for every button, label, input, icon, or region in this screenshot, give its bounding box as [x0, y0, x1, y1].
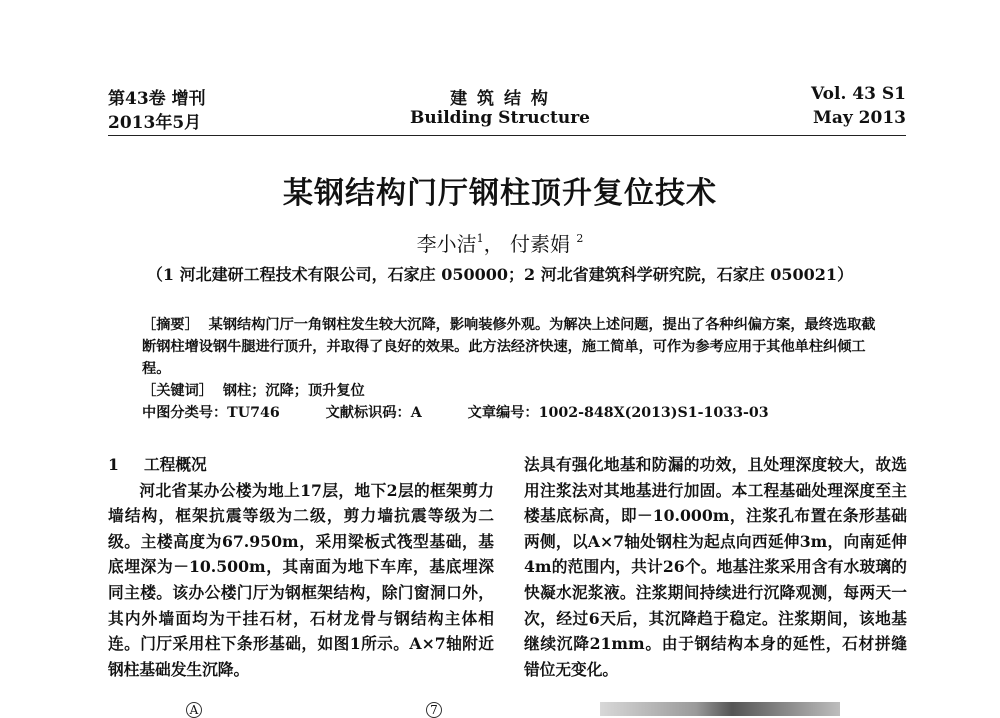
section-number: 1: [108, 455, 119, 474]
journal-name-en: Building Structure: [410, 108, 590, 128]
clc-value: TU746: [227, 405, 280, 421]
header-rule: [108, 135, 906, 136]
abstract-block: [142, 314, 882, 424]
author-separator: ，: [483, 232, 504, 256]
doc-code-value: A: [410, 405, 422, 421]
author-1: 李小洁: [416, 232, 477, 256]
body-paragraph-right: 法具有强化地基和防漏的功效，且处理深度较大，故选用注浆法对其地基进行加固。本工程基础处理深度至主楼基底标高，即－10.000m，注浆孔布置在条形基础两侧，以A×7轴处钢柱为起点向西延伸3m，向南延伸4m的范围内，共计26个。地基注浆采用含有水玻璃的快凝水泥浆液。注浆期间持续进行沉降观测，每两天一次，经过6天后，其沉降趋于稳定。注浆期间，该地基继续沉降21mm。由于钢结构本身的延性，石材拼缝错位无变化。: [524, 455, 907, 679]
author-2-affil: 2: [576, 232, 584, 245]
journal-date-en: May 2013: [813, 108, 906, 128]
author-line: [0, 228, 1000, 257]
keywords: [142, 380, 882, 402]
author-2: 付素娟: [510, 232, 570, 256]
paper-title: 某钢结构门厅钢柱顶升复位技术: [283, 176, 717, 211]
classification-line: [142, 402, 882, 424]
keywords-text: 钢柱；沉降；顶升复位: [222, 383, 365, 399]
body-column-right: [524, 452, 907, 682]
figure-axis-mark-7: 7: [426, 702, 442, 718]
author-1-affil: 1: [476, 232, 484, 245]
journal-date: 2013年5月: [108, 113, 202, 133]
affiliations: （1 河北建研工程技术有限公司，石家庄 050000；2 河北省建筑科学研究院，石家庄 050021）: [146, 265, 854, 284]
journal-volume: 第43卷 增刊: [108, 89, 206, 109]
journal-name-cn: 建 筑 结 构: [450, 89, 550, 109]
abstract: [142, 314, 882, 380]
figure-photo: [600, 702, 840, 716]
section-title: 工程概况: [144, 455, 207, 474]
section-heading: [108, 452, 494, 478]
clc-label: 中图分类号：: [142, 405, 228, 421]
article-no-value: 1002-848X(2013)S1-1033-03: [538, 405, 769, 421]
figure-axis-mark-a: A: [186, 702, 202, 718]
keywords-label: ［关键词］: [142, 383, 213, 399]
abstract-label: ［摘要］: [142, 317, 199, 333]
journal-volume-en: Vol. 43 S1: [811, 84, 906, 104]
article-no-label: 文章编号：: [467, 405, 539, 421]
abstract-text: 某钢结构门厅一角钢柱发生较大沉降，影响装修外观。为解决上述问题，提出了各种纠偏方案，最终选取截断钢柱增设钢牛腿进行顶升，并取得了良好的效果。此方法经济快速，施工简单，可作为参考应用于其他单柱纠倾工程。: [142, 317, 876, 377]
body-column-left: [108, 452, 494, 682]
body-paragraph-left: 河北省某办公楼为地上17层，地下2层的框架剪力墙结构，框架抗震等级为二级，剪力墙抗震等级为二级。主楼高度为67.950m，采用梁板式筏型基础，基底埋深为－10.500m，其南面为地下车库，基底埋深同主楼。该办公楼门厅为钢框架结构，除门窗洞口外，其内外墙面均为干挂石材，石材龙骨与钢结构主体相连。门厅采用柱下条形基础，如图1所示。A×7轴附近钢柱基础发生沉降。: [108, 480, 494, 679]
doc-code-label: 文献标识码：: [325, 405, 411, 421]
